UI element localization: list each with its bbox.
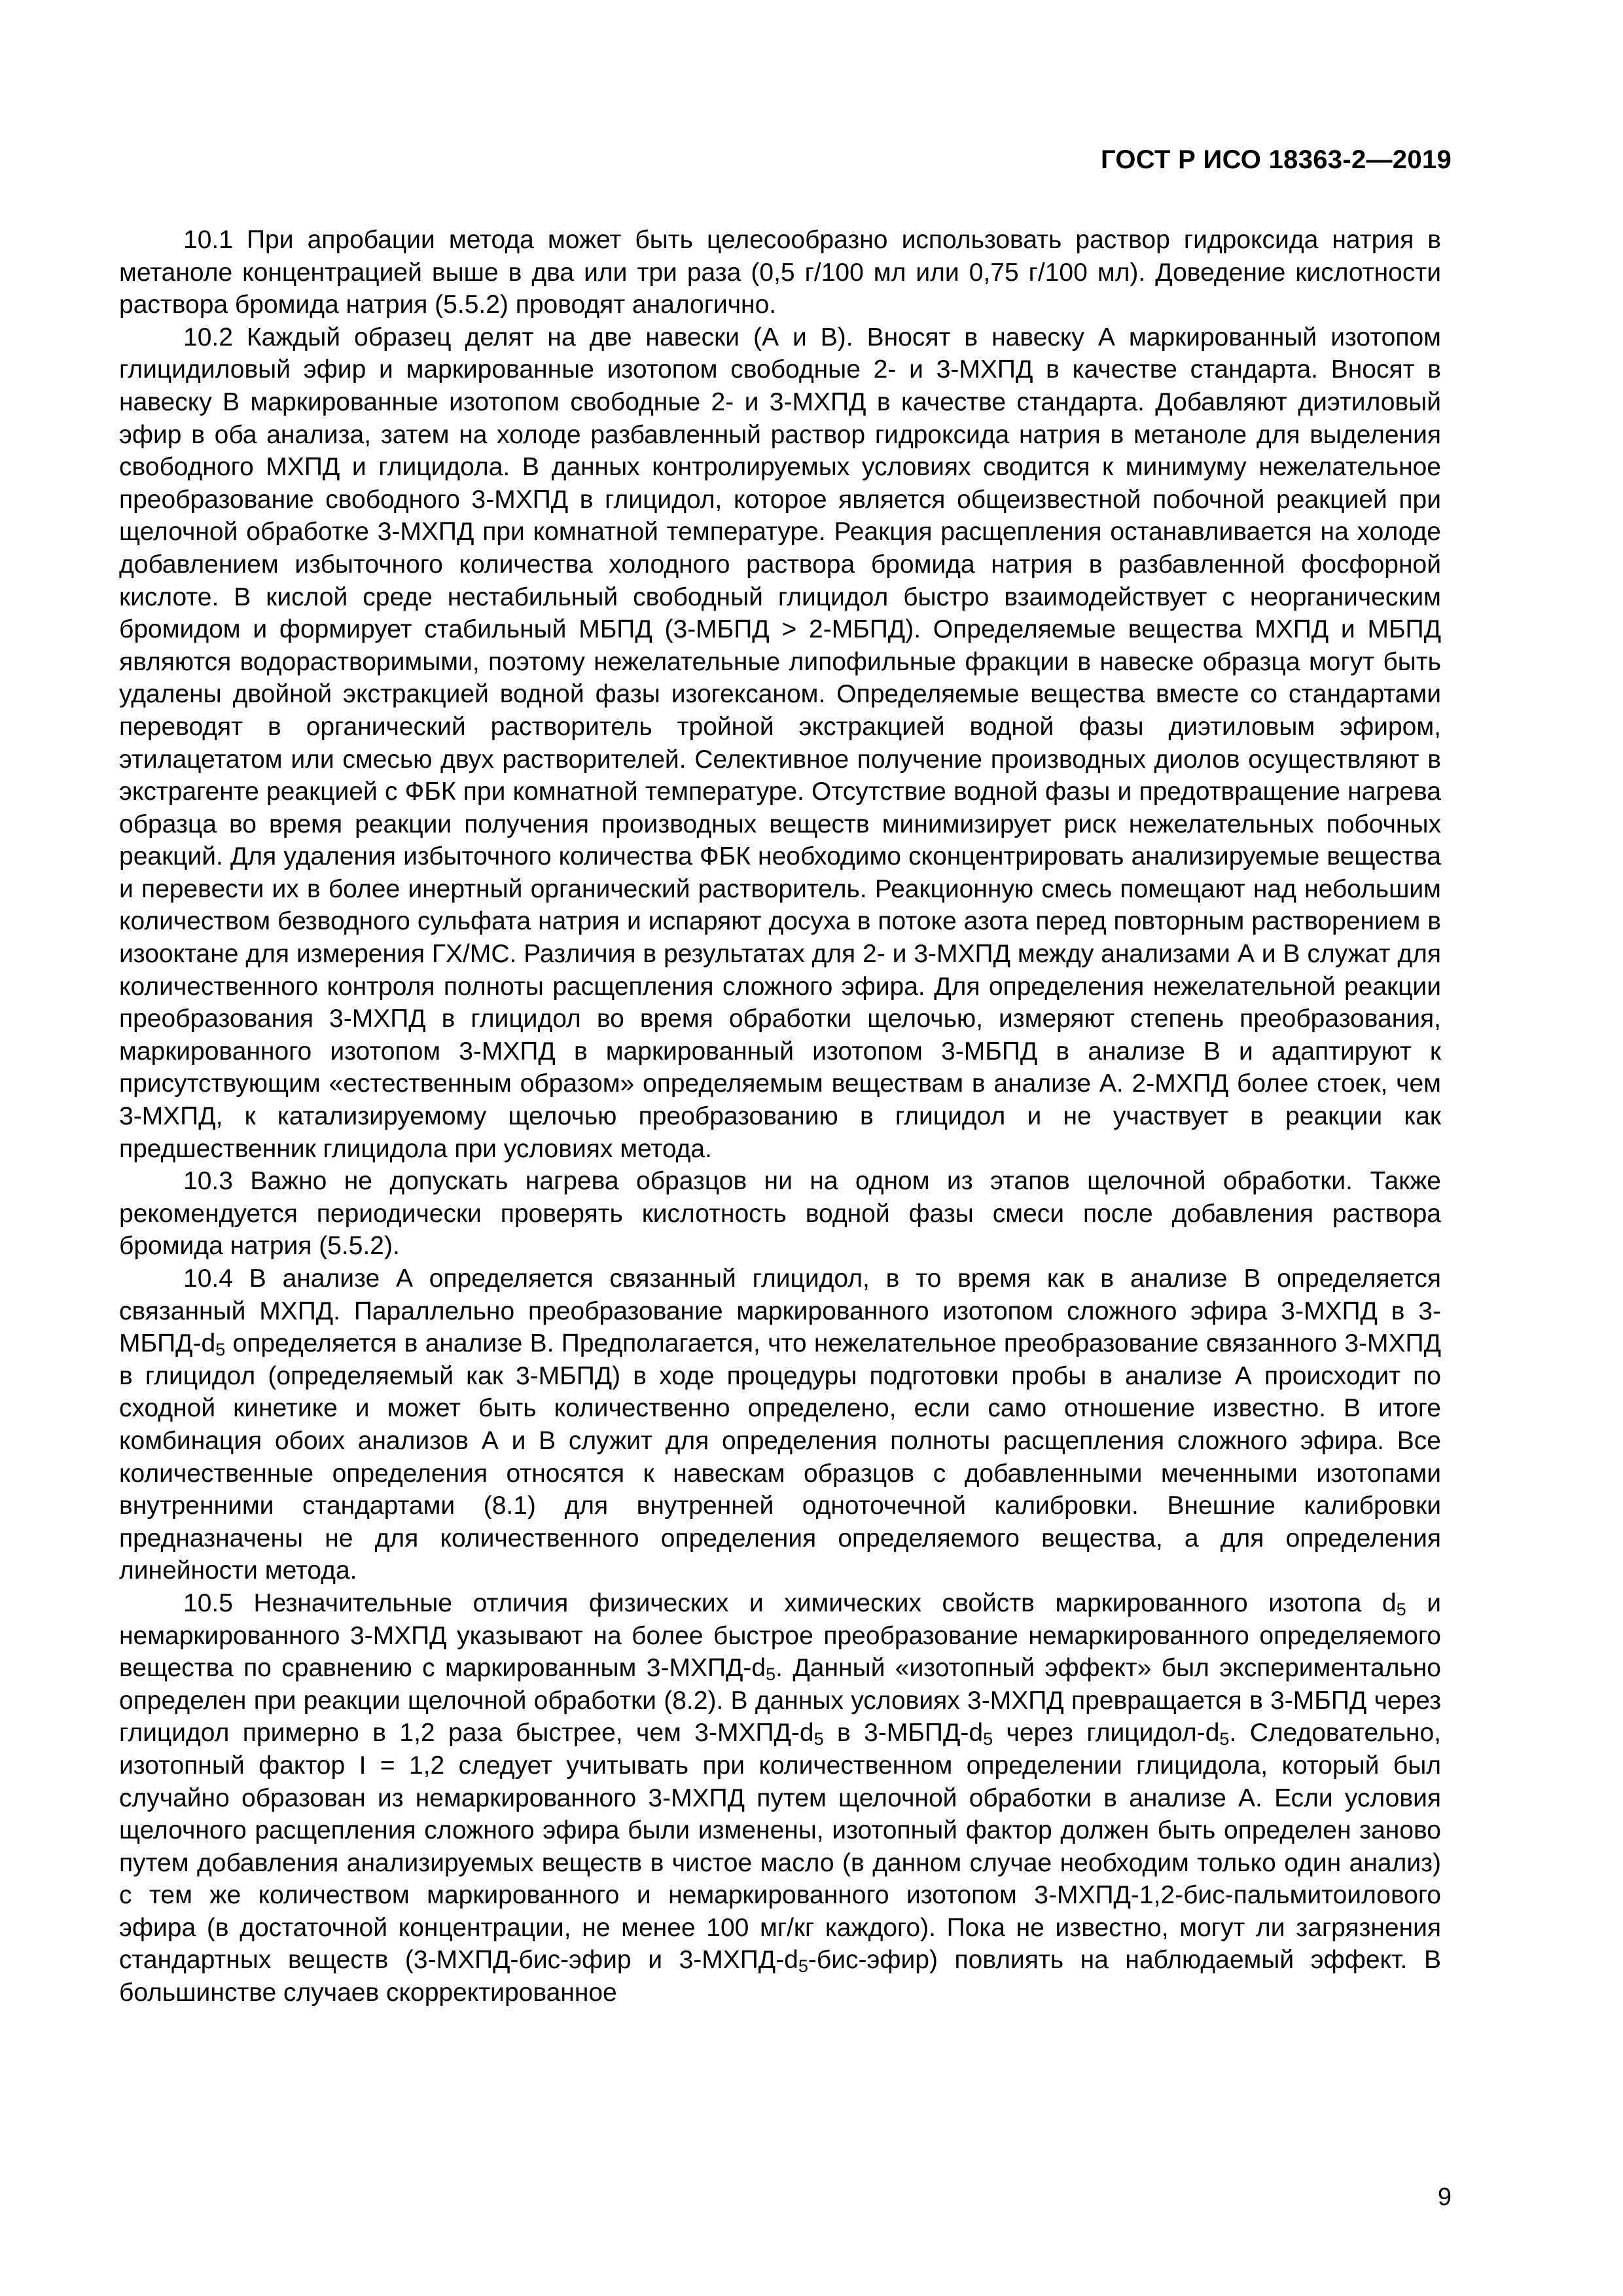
paragraph-10-5 xyxy=(119,1587,1441,2009)
subscript: 5 xyxy=(215,1340,226,1360)
clause-number: 10.2 xyxy=(183,323,233,351)
paragraph-text: При апробации метода может быть целесообразно использовать раствор гидроксида натрия в метаноле концентрацией выше в два или три раза (0,5 г/100 мл или 0,75 г/100 мл). Доведение кислотности раствора бромида натрия (5.5.2) проводят аналогично. xyxy=(119,226,1441,319)
paragraph-text: . Данный «изотопный эффект» был экспериментально определен при реакции щелочной обработки (8.2). В данных условиях 3-МХПД превращается в 3-МБПД через глицидол примерно в 1,2 раза быстрее, чем 3-МХПД-d xyxy=(119,1654,1441,1748)
paragraph-text: Незначительные отличия физических и химических свойств маркированного изотопа d xyxy=(253,1588,1397,1617)
clause-number: 10.5 xyxy=(183,1588,233,1617)
subscript: 5 xyxy=(983,1729,993,1749)
paragraph-text: через глицидол-d xyxy=(993,1719,1220,1748)
document-body xyxy=(119,224,1441,2009)
paragraph-text: . Следовательно, изотопный фактор I = 1,2 следует учитывать при количественном определении глицидола, который был случайно образован из немаркированного 3-МХПД путем щелочной обработки в анализе А. Если условия щелочного расщепления сложного эфира были изменены, изотопный фактор должен быть определен заново путем добавления анализируемых веществ в чистое масло (в данном случае необходим только один анализ) с тем же количеством маркированного и немаркированного изотопом 3-МХПД-1,2-бис-пальмитоилового эфира (в достаточной концентрации, не менее 100 мг/кг каждого). Пока не известно, могут ли загрязнения стандартных веществ (3-МХПД-бис-эфир и 3-МХПД-d xyxy=(119,1719,1441,1975)
subscript: 5 xyxy=(813,1729,824,1749)
paragraph-10-3 xyxy=(119,1165,1441,1263)
subscript: 5 xyxy=(798,1956,808,1977)
paragraph-text: в 3-МБПД-d xyxy=(823,1719,984,1748)
subscript: 5 xyxy=(766,1664,776,1685)
subscript: 5 xyxy=(1396,1599,1406,1619)
paragraph-text: В анализе А определяется связанный глицидол, в то время как в анализе В определяется связанный МХПД. Параллельно преобразование маркированного изотопом сложного эфира 3-МХПД в 3-МБПД-d xyxy=(119,1265,1441,1358)
paragraph-text: определяется в анализе В. Предполагается, что нежелательное преобразование связанного 3-МХПД в глицидол (определяемый как 3-МБПД) в ходе процедуры подготовки пробы в анализе А происходит по сходной кинетике и может быть количественно определено, если само отношение известно. В итоге комбинация обоих анализов А и В служит для определения полноты расщепления сложного эфира. Все количественные определения относятся к навескам образцов с добавленными меченными изотопами внутренними стандартами (8.1) для внутренней одноточечной калибровки. Внешние калибровки предназначены не для количественного определения определяемого вещества, а для определения линейности метода. xyxy=(119,1329,1441,1585)
page-number: 9 xyxy=(1437,2183,1452,2211)
document-header xyxy=(1101,145,1452,175)
subscript: 5 xyxy=(1219,1729,1230,1749)
paragraph-text: Важно не допускать нагрева образцов ни на одном из этапов щелочной обработки. Также рекомендуется периодически проверять кислотность водной фазы смеси после добавления раствора бромида натрия (5.5.2). xyxy=(119,1167,1441,1261)
paragraph-10-4 xyxy=(119,1263,1441,1587)
paragraph-10-2 xyxy=(119,321,1441,1165)
clause-number: 10.1 xyxy=(183,226,233,254)
paragraph-text: и немаркированного 3-МХПД указывают на более быстрое преобразование немаркированного определяемого вещества по сравнению с маркированным 3-МХПД-d xyxy=(119,1588,1441,1683)
clause-number: 10.3 xyxy=(183,1167,233,1196)
clause-number: 10.4 xyxy=(183,1265,233,1293)
paragraph-text: Каждый образец делят на две навески (А и В). Вносят в навеску А маркированный изотопом глицидиловый эфир и маркированные изотопом свободные 2- и 3-МХПД в качестве стандарта. Вносят в навеску В маркированные изотопом свободные 2- и 3-МХПД в качестве стандарта. Добавляют диэтиловый эфир в оба анализа, затем на холоде разбавленный раствор гидроксида натрия в метаноле для выделения свободного МХПД и глицидола. В данных контролируемых условиях сводится к минимуму нежелательное преобразование свободного 3-МХПД в глицидол, которое является общеизвестной побочной реакцией при щелочной обработке 3-МХПД при комнатной температуре. Реакция расщепления останавливается на холоде добавлением избыточного количества холодного раствора бромида натрия в разбавленной фосфорной кислоте. В кислой среде нестабильный свободный глицидол быстро взаимодействует с неорганическим бромидом и формирует стабильный МБПД (3-МБПД > 2-МБПД). Определяемые вещества МХПД и МБПД являются водорастворимыми, поэтому нежелательные липофильные фракции в навеске образца могут быть удалены двойной экстракцией водной фазы изогексаном. Определяемые вещества вместе со стандартами переводят в органический растворитель тройной экстракцией водной фазы диэтиловым эфиром, этилацетатом или смесью двух растворителей. Селективное получение производных диолов осуществляют в экстрагенте реакцией с ФБК при комнатной температуре. Отсутствие водной фазы и предотвращение нагрева образца во время реакции получения производных веществ минимизирует риск нежелательных побочных реакций. Для удаления избыточного количества ФБК необходимо сконцентрировать анализируемые вещества и перевести их в более инертный органический растворитель. Реакционную смесь помещают над небольшим количеством безводного сульфата натрия и испаряют досуха в потоке азота перед повторным растворением в изооктане для измерения ГХ/МС. Различия в результатах для 2- и 3-МХПД между анализами А и В служат для количественного контроля полноты расщепления сложного эфира. Для определения нежелательной реакции преобразования 3-МХПД в глицидол во время обработки щелочью, измеряют степень преобразования, маркированного изотопом 3-МХПД в маркированный изотопом 3-МБПД в анализе В и адаптируют к присутствующим «естественным образом» определяемым веществам в анализе А. 2-МХПД более стоек, чем 3-МХПД, к катализируемому щелочью преобразованию в глицидол и не участвует в реакции как предшественник глицидола при условиях метода. xyxy=(119,323,1441,1163)
paragraph-10-1 xyxy=(119,224,1441,321)
paragraph-text: -бис-эфир) повлиять на наблюдаемый эффект. В большинстве случаев скорректированное xyxy=(119,1946,1441,2007)
standard-id: ГОСТ Р ИСО 18363-2—2019 xyxy=(1100,145,1452,174)
